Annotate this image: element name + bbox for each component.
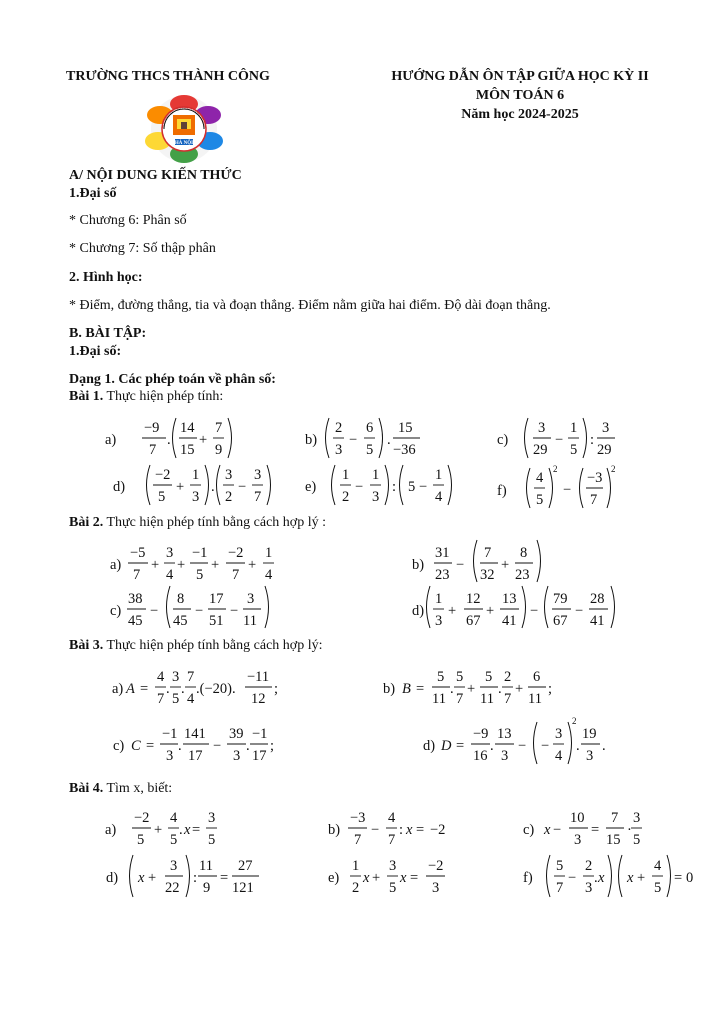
exercise-2-math — [0, 536, 724, 636]
svg-text:−5: −5 — [130, 545, 146, 561]
svg-text:5: 5 — [158, 489, 166, 505]
svg-text:+: + — [199, 432, 208, 448]
svg-text:7: 7 — [187, 669, 195, 685]
svg-text:b): b) — [383, 681, 396, 697]
svg-text:5: 5 — [389, 880, 397, 896]
svg-text:a): a) — [105, 432, 117, 448]
svg-text:e): e) — [305, 479, 317, 495]
svg-text:=: = — [591, 822, 600, 838]
svg-text:4: 4 — [388, 810, 396, 826]
svg-text:7: 7 — [590, 492, 598, 508]
svg-text:1: 1 — [372, 467, 380, 483]
exercise-4-heading: Bài 4. Tìm x, biết: — [69, 781, 173, 796]
svg-text:7: 7 — [456, 691, 464, 707]
logo-ring-text: TRƯỜNG TRUNG HỌC CƠ SỞ THÀNH CÔNG — [138, 92, 208, 130]
svg-text:f): f) — [497, 483, 507, 499]
svg-text:17: 17 — [188, 748, 203, 764]
svg-text:C: C — [131, 738, 141, 754]
svg-text:2: 2 — [342, 489, 350, 505]
svg-text:.: . — [211, 479, 215, 495]
svg-text:+: + — [148, 870, 157, 886]
svg-text:23: 23 — [435, 567, 450, 583]
svg-text:13: 13 — [502, 591, 517, 607]
svg-text:x: x — [184, 822, 191, 838]
svg-text:+: + — [467, 681, 476, 697]
svg-text:3: 3 — [435, 613, 443, 629]
svg-text:5: 5 — [137, 832, 145, 848]
svg-text:3: 3 — [389, 858, 397, 874]
svg-text:2: 2 — [225, 489, 233, 505]
svg-text:=: = — [146, 738, 155, 754]
svg-text:4: 4 — [170, 810, 178, 826]
svg-text:f): f) — [523, 870, 533, 886]
svg-text:12: 12 — [251, 691, 266, 707]
svg-text:d): d) — [113, 479, 126, 495]
document-title: HƯỚNG DẪN ÔN TẬP GIỮA HỌC KỲ II — [391, 69, 649, 84]
svg-text:−9: −9 — [473, 726, 489, 742]
svg-text:5: 5 — [570, 442, 578, 458]
svg-text:x: x — [400, 870, 407, 886]
svg-text:−: − — [456, 557, 465, 573]
svg-text:3: 3 — [208, 810, 216, 826]
svg-text:38: 38 — [128, 591, 143, 607]
svg-text:5: 5 — [536, 492, 544, 508]
svg-text:+: + — [248, 557, 257, 573]
svg-text:2: 2 — [504, 669, 512, 685]
svg-text:−11: −11 — [247, 669, 270, 685]
svg-text:7: 7 — [133, 567, 141, 583]
exercise-4-math — [0, 800, 724, 910]
svg-text:+: + — [372, 870, 381, 886]
svg-text:3: 3 — [501, 748, 509, 764]
svg-text:29: 29 — [533, 442, 548, 458]
svg-text:=: = — [416, 822, 425, 838]
svg-text:67: 67 — [466, 613, 481, 629]
exercise-1-heading: Bài 1. Thực hiện phép tính: — [69, 389, 224, 404]
section-b-title: B. BÀI TẬP: — [69, 326, 147, 341]
svg-text:−: − — [419, 479, 428, 495]
svg-text:3: 3 — [254, 467, 262, 483]
svg-text:16: 16 — [473, 748, 488, 764]
svg-text:141: 141 — [184, 726, 206, 742]
svg-text:8: 8 — [520, 545, 528, 561]
svg-text:+: + — [211, 557, 220, 573]
svg-text:3: 3 — [602, 420, 610, 436]
svg-text:7: 7 — [354, 832, 362, 848]
svg-text:6: 6 — [533, 669, 541, 685]
svg-text:5: 5 — [556, 858, 564, 874]
svg-text:1: 1 — [265, 545, 273, 561]
svg-text:=: = — [220, 870, 229, 886]
svg-text:·: · — [627, 822, 632, 838]
svg-text:3: 3 — [633, 810, 641, 826]
svg-text:+: + — [501, 557, 510, 573]
svg-text:=: = — [416, 681, 425, 697]
svg-text:c): c) — [497, 432, 509, 448]
svg-text:−: − — [530, 603, 539, 619]
svg-text:17: 17 — [252, 748, 267, 764]
svg-text:.: . — [179, 822, 183, 838]
svg-text:27: 27 — [238, 858, 253, 874]
svg-text:3: 3 — [170, 858, 178, 874]
svg-text:−: − — [555, 432, 564, 448]
svg-text:5: 5 — [437, 669, 445, 685]
svg-text:.: . — [387, 432, 391, 448]
svg-text:−: − — [195, 603, 204, 619]
topic-heading: Dạng 1. Các phép toán về phân số: — [69, 372, 276, 387]
svg-text:b): b) — [412, 557, 425, 573]
svg-text:−1: −1 — [162, 726, 178, 742]
svg-text:5: 5 — [456, 669, 464, 685]
svg-text:1: 1 — [352, 858, 360, 874]
svg-text:15: 15 — [606, 832, 621, 848]
svg-text:7: 7 — [611, 810, 619, 826]
svg-text:−: − — [238, 479, 247, 495]
svg-text:.: . — [178, 738, 182, 754]
svg-text:5: 5 — [172, 691, 180, 707]
svg-text:8: 8 — [177, 591, 185, 607]
svg-text:5: 5 — [196, 567, 204, 583]
svg-text:−: − — [150, 603, 159, 619]
svg-text:=: = — [674, 870, 683, 886]
svg-text:11: 11 — [243, 613, 257, 629]
exercise-2-heading: Bài 2. Thực hiện phép tính bằng cách hợp lý : — [69, 515, 326, 530]
svg-text:4: 4 — [166, 567, 174, 583]
svg-text:23: 23 — [515, 567, 530, 583]
svg-text:11: 11 — [528, 691, 542, 707]
svg-text:+: + — [151, 557, 160, 573]
svg-text:5: 5 — [654, 880, 662, 896]
svg-text:11: 11 — [199, 858, 213, 874]
svg-text:=: = — [192, 822, 201, 838]
svg-text:4: 4 — [265, 567, 273, 583]
svg-text:1: 1 — [192, 467, 200, 483]
svg-text:−2: −2 — [428, 858, 444, 874]
svg-text:3: 3 — [233, 748, 241, 764]
svg-text:5: 5 — [170, 832, 178, 848]
svg-text:12: 12 — [466, 591, 481, 607]
svg-text:4: 4 — [555, 748, 563, 764]
svg-text:9: 9 — [203, 880, 211, 896]
svg-text:45: 45 — [173, 613, 188, 629]
svg-text:11: 11 — [432, 691, 446, 707]
svg-text:.: . — [181, 681, 185, 697]
svg-text:c): c) — [113, 738, 125, 754]
svg-text:32: 32 — [480, 567, 495, 583]
svg-text:7: 7 — [388, 832, 396, 848]
svg-text:+: + — [448, 603, 457, 619]
svg-text:7: 7 — [556, 880, 564, 896]
svg-text:7: 7 — [504, 691, 512, 707]
svg-text:5: 5 — [208, 832, 216, 848]
svg-text:−: − — [230, 603, 239, 619]
svg-text:.: . — [246, 738, 250, 754]
svg-text:−: − — [575, 603, 584, 619]
chapter-item: * Chương 7: Số thập phân — [69, 241, 216, 256]
svg-text:5: 5 — [408, 479, 416, 495]
svg-text:a): a) — [105, 822, 117, 838]
svg-text:5: 5 — [366, 442, 374, 458]
svg-text:1: 1 — [342, 467, 350, 483]
svg-text:A: A — [126, 681, 135, 697]
svg-text:3: 3 — [166, 545, 174, 561]
svg-text:5: 5 — [485, 669, 493, 685]
svg-text:3: 3 — [225, 467, 233, 483]
svg-text:D: D — [441, 738, 452, 754]
svg-text:c): c) — [523, 822, 535, 838]
svg-text:2: 2 — [572, 716, 577, 726]
section-a-title: A/ NỘI DUNG KIẾN THỨC — [69, 168, 242, 183]
geometry-heading: 2. Hình học: — [69, 270, 143, 285]
svg-text:−: − — [541, 738, 550, 754]
svg-text:3: 3 — [166, 748, 174, 764]
svg-text:.: . — [167, 432, 171, 448]
svg-text:.: . — [490, 738, 494, 754]
svg-text:31: 31 — [435, 545, 450, 561]
svg-text:.: . — [602, 738, 606, 754]
svg-text:−1: −1 — [192, 545, 208, 561]
svg-text:−1: −1 — [252, 726, 268, 742]
svg-text:x: x — [138, 870, 145, 886]
svg-text:0: 0 — [686, 870, 694, 886]
svg-text:1: 1 — [435, 591, 443, 607]
svg-text:−2: −2 — [155, 467, 171, 483]
svg-text:3: 3 — [192, 489, 200, 505]
svg-text:−3: −3 — [350, 810, 366, 826]
svg-text:−: − — [563, 482, 572, 498]
svg-text:e): e) — [328, 870, 340, 886]
svg-text:−9: −9 — [144, 420, 160, 436]
svg-text:x: x — [627, 870, 634, 886]
svg-text:=: = — [456, 738, 465, 754]
subject-title: MÔN TOÁN 6 — [475, 88, 565, 103]
svg-text:b): b) — [328, 822, 341, 838]
svg-text:3: 3 — [586, 748, 594, 764]
school-year: Năm học 2024-2025 — [461, 107, 579, 122]
svg-text:45: 45 — [128, 613, 143, 629]
svg-text:4: 4 — [536, 470, 544, 486]
exercise-3-heading: Bài 3. Thực hiện phép tính bằng cách hợp lý: — [69, 638, 323, 653]
svg-text:15: 15 — [398, 420, 413, 436]
svg-text:28: 28 — [590, 591, 605, 607]
svg-text:39: 39 — [229, 726, 244, 742]
svg-text:3: 3 — [172, 669, 180, 685]
svg-text:d): d) — [106, 870, 119, 886]
svg-text:7: 7 — [484, 545, 492, 561]
svg-text:7: 7 — [232, 567, 240, 583]
svg-text:.: . — [450, 681, 454, 697]
svg-text:d): d) — [423, 738, 436, 754]
svg-text:−3: −3 — [587, 470, 603, 486]
svg-text:17: 17 — [209, 591, 224, 607]
svg-text:+: + — [637, 870, 646, 886]
svg-text:13: 13 — [497, 726, 512, 742]
svg-text:4: 4 — [435, 489, 443, 505]
svg-text:4: 4 — [187, 691, 195, 707]
svg-text:.: . — [498, 681, 502, 697]
svg-text:+: + — [486, 603, 495, 619]
svg-text:3: 3 — [585, 880, 593, 896]
svg-text:−36: −36 — [393, 442, 416, 458]
svg-text:.: . — [166, 681, 170, 697]
svg-text:2: 2 — [335, 420, 343, 436]
svg-text:2: 2 — [585, 858, 593, 874]
svg-text:2: 2 — [553, 464, 558, 474]
svg-text:−: − — [355, 479, 364, 495]
svg-text:−2: −2 — [134, 810, 150, 826]
svg-text:4: 4 — [157, 669, 165, 685]
svg-text:.(−20).: .(−20). — [196, 681, 236, 697]
svg-text:41: 41 — [590, 613, 605, 629]
svg-text:5: 5 — [633, 832, 641, 848]
svg-text::: : — [399, 822, 404, 838]
exercise-1-math — [0, 410, 724, 520]
algebra-heading: 1.Đại số — [69, 186, 117, 201]
svg-text:=: = — [140, 681, 149, 697]
svg-text:c): c) — [110, 603, 122, 619]
svg-text:x: x — [363, 870, 370, 886]
svg-text:−: − — [553, 822, 562, 838]
svg-text:19: 19 — [582, 726, 597, 742]
svg-text:−: − — [371, 822, 380, 838]
svg-text:9: 9 — [215, 442, 223, 458]
svg-text:.: . — [594, 870, 598, 886]
exercise-3-math — [0, 660, 724, 775]
svg-text::: : — [590, 432, 595, 448]
svg-text:x: x — [544, 822, 551, 838]
svg-text:10: 10 — [570, 810, 585, 826]
svg-text:+: + — [515, 681, 524, 697]
geometry-item: * Điểm, đường thẳng, tia và đoạn thẳng. Điểm nằm giữa hai điểm. Độ dài đoạn thẳng. — [69, 298, 551, 313]
svg-text:121: 121 — [232, 880, 254, 896]
svg-text:15: 15 — [180, 442, 195, 458]
svg-text:x: x — [406, 822, 413, 838]
svg-text:−: − — [213, 738, 222, 754]
school-logo — [138, 92, 228, 163]
svg-text:3: 3 — [555, 726, 563, 742]
svg-text::: : — [392, 479, 397, 495]
svg-text:3: 3 — [538, 420, 546, 436]
svg-text:3: 3 — [372, 489, 380, 505]
svg-text:6: 6 — [366, 420, 374, 436]
svg-text:4: 4 — [654, 858, 662, 874]
svg-text:d): d) — [412, 603, 425, 619]
svg-text:−2: −2 — [430, 822, 446, 838]
svg-text:7: 7 — [215, 420, 223, 436]
algebra-exercises-heading: 1.Đại số: — [69, 344, 122, 359]
svg-text:3: 3 — [432, 880, 440, 896]
svg-text:B: B — [402, 681, 411, 697]
svg-text:−2: −2 — [228, 545, 244, 561]
svg-text:+: + — [154, 822, 163, 838]
svg-text:1: 1 — [435, 467, 443, 483]
svg-text:1: 1 — [570, 420, 578, 436]
svg-text:a): a) — [110, 557, 122, 573]
svg-text:3: 3 — [335, 442, 343, 458]
svg-text:b): b) — [305, 432, 318, 448]
svg-text:;: ; — [270, 738, 275, 754]
svg-text:;: ; — [274, 681, 279, 697]
svg-text:3: 3 — [574, 832, 582, 848]
svg-text:11: 11 — [480, 691, 494, 707]
svg-text:−: − — [568, 870, 577, 886]
svg-text:14: 14 — [180, 420, 195, 436]
svg-text:;: ; — [548, 681, 553, 697]
svg-text:a): a) — [112, 681, 124, 697]
svg-text:.: . — [576, 738, 580, 754]
svg-text::: : — [193, 870, 198, 886]
svg-text:7: 7 — [157, 691, 165, 707]
svg-text:+: + — [176, 479, 185, 495]
chapter-item: * Chương 6: Phân số — [69, 213, 187, 228]
school-name: TRƯỜNG THCS THÀNH CÔNG — [66, 69, 270, 84]
svg-text:79: 79 — [553, 591, 568, 607]
svg-text:7: 7 — [149, 442, 157, 458]
svg-text:−: − — [518, 738, 527, 754]
svg-text:41: 41 — [502, 613, 517, 629]
svg-text:67: 67 — [553, 613, 568, 629]
svg-text:29: 29 — [597, 442, 612, 458]
svg-text:x: x — [598, 870, 605, 886]
svg-text:51: 51 — [209, 613, 224, 629]
svg-text:+: + — [177, 557, 186, 573]
svg-text:=: = — [410, 870, 419, 886]
svg-text:2: 2 — [611, 464, 616, 474]
svg-text:7: 7 — [254, 489, 262, 505]
svg-text:3: 3 — [247, 591, 255, 607]
logo-city: HÀ NỘI — [174, 141, 194, 146]
svg-text:−: − — [349, 432, 358, 448]
svg-text:2: 2 — [352, 880, 360, 896]
svg-text:22: 22 — [165, 880, 180, 896]
